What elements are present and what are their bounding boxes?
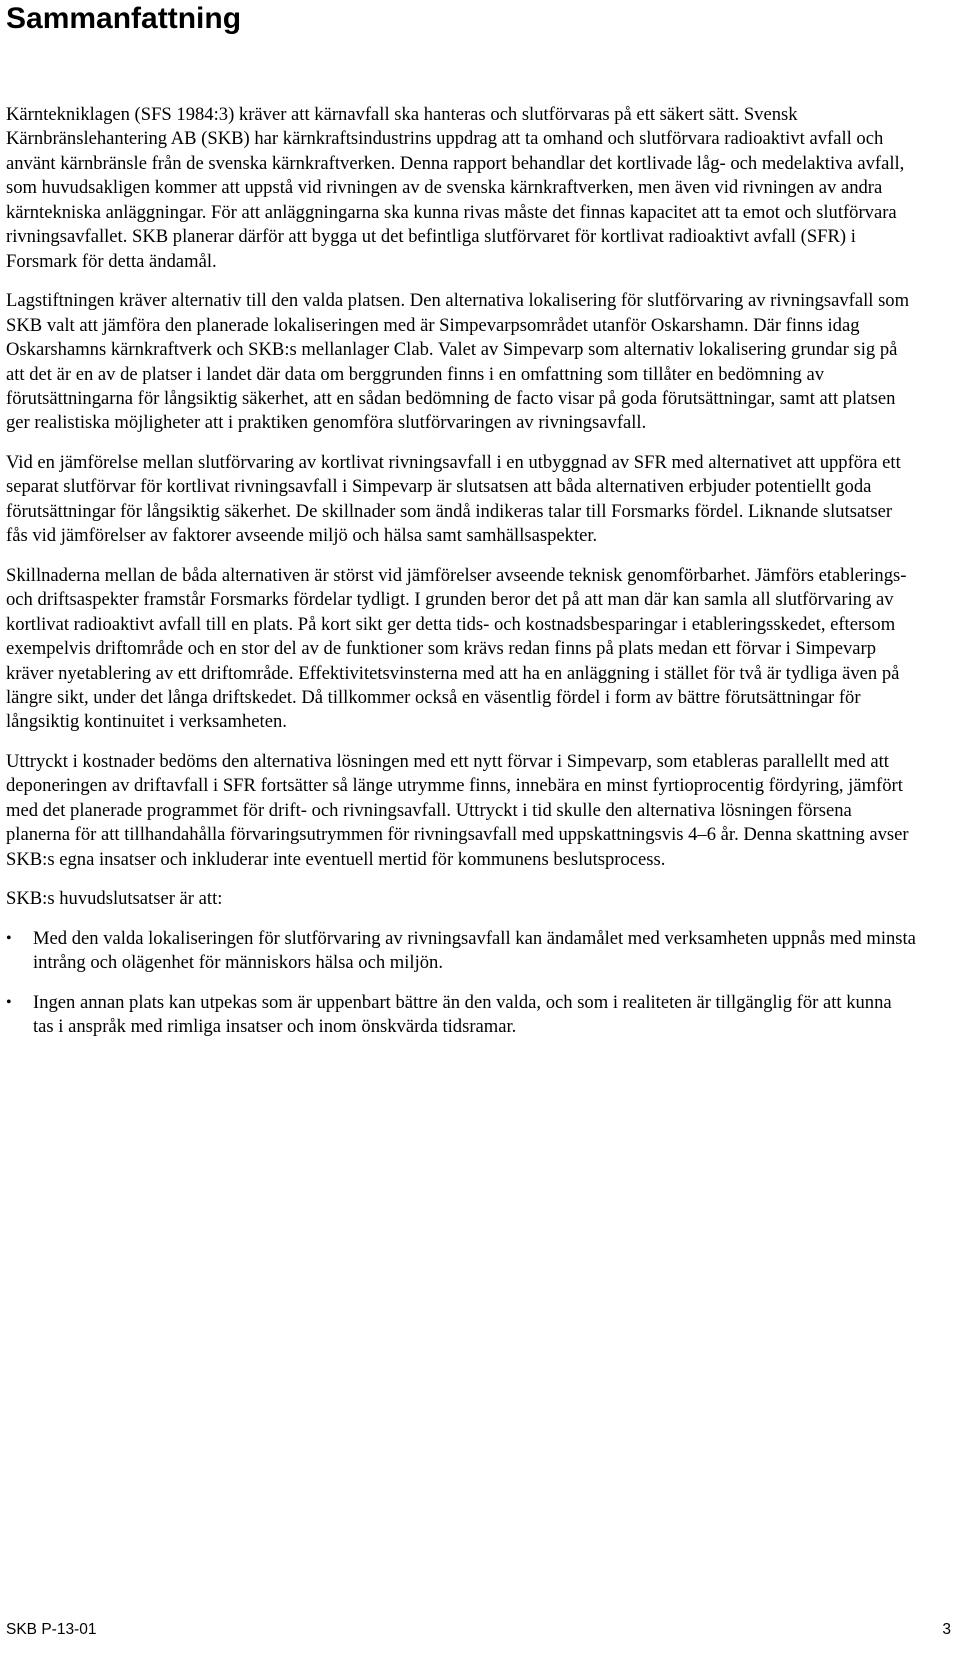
bullet-icon: • — [6, 993, 12, 1011]
list-item — [6, 927, 916, 976]
paragraph-safety-comparison: Vid en jämförelse mellan slutförvaring av kortlivat rivningsavfall i en utbyggnad av SFR med alternativet att uppföra ett separat slutförvar för kortlivat rivningsavfall i Simpevarp är slutsatsen att båda alternativen erbjuder potentiellt goda förutsättningar för långsiktig säkerhet. De skillnader som ändå indikeras talar till Forsmarks fördel. Liknande slutsatser fås vid jämförelser av faktorer avseende miljö och hälsa samt samhällsaspekter. — [6, 451, 901, 547]
bullet-icon: • — [6, 929, 12, 947]
list-item-text: Med den valda lokaliseringen för slutförvaring av rivningsavfall kan ändamålet med verksamheten uppnås med minsta intrång och olägenhet för människors hälsa och miljön. — [33, 927, 916, 974]
conclusions-list — [6, 927, 916, 1040]
paragraph-alternative-site: Lagstiftningen kräver alternativ till den valda platsen. Den alternativa lokalisering för slutförvaring av rivningsavfall som SKB valt att jämföra den planerade lokaliseringen med är Simpevarpsområdet utanför Oskarshamn. Där finns idag Oskarshamns kärnkraftverk och SKB:s mellanlager Clab. Valet av Simpevarp som alternativ lokalisering grundar sig på att det är en av de platser i landet där data om berggrunden finns i en omfattning som tillåter en bedömning av förutsättningarna för långsiktig säkerhet, att en sådan bedömning de facto visar på goda förutsättningar, samt att platsen ger realistiska möjligheter att i praktiken genomföra slutförvaringen av rivningsavfall. — [6, 290, 910, 434]
paragraph-legal-requirements: Kärntekniklagen (SFS 1984:3) kräver att kärnavfall ska hanteras och slutförvaras på ett säkert sätt. Svensk Kärnbränslehantering AB (SKB) har kärnkraftsindustrins uppdrag att ta omhand och slutförvara radioaktivt avfall och använt kärnbränsle från de svenska kärnkraftverken. Denna rapport behandlar det kortlivade låg- och medelaktiva avfall, som huvudsakligen kommer att uppstå vid rivningen av de svenska kärnkraftverken, men även vid rivningen av andra kärntekniska anläggningar. För att anläggningarna ska kunna rivas måste det finnas kapacitet att ta emot och slutförvara rivningsavfallet. SKB planerar därför att bygga ut det befintliga slutförvaret för kortlivat radioaktivt avfall (SFR) i Forsmark för detta ändamål. — [6, 104, 905, 272]
list-item-text: Ingen annan plats kan utpekas som är uppenbart bättre än den valda, och som i realiteten är tillgänglig för att kunna tas i anspråk med rimliga insatser och inom önskvärda tidsramar. — [33, 991, 892, 1037]
report-id: SKB P-13-01 — [6, 1621, 97, 1638]
page-number: 3 — [942, 1621, 951, 1638]
paragraph-cost-and-time: Uttryckt i kostnader bedöms den alternativa lösningen med ett nytt förvar i Simpevarp, som etableras parallellt med att deponeringen av driftavfall i SFR fortsätter så länge utrymme finns, innebära en minst fyrtioprocentig fördyring, jämfört med det planerade programmet för drift- och rivningsavfall. Uttryckt i tid skulle den alternativa lösningen försena planerna för att tillhandahålla förvaringsutrymmen för rivningsavfall med uppskattningsvis 4–6 år. Denna skattning avser SKB:s egna insatser och inkluderar inte eventuell mertid för kommunens beslutsprocess. — [6, 750, 909, 870]
page-title: Sammanfattning — [6, 2, 242, 35]
list-item — [6, 991, 916, 1040]
paragraph-conclusions-intro: SKB:s huvudslutsatser är att: — [6, 888, 223, 910]
summary-body — [6, 103, 916, 1054]
page-footer — [6, 1620, 951, 1640]
paragraph-technical-feasibility: Skillnaderna mellan de båda alternativen är störst vid jämförelser avseende teknisk genomförbarhet. Jämförs etablerings- och driftsaspekter framstår Forsmarks fördelar tydligt. I grunden beror det på att man där kan samla all slutförvaring av kortlivat radioaktivt avfall till en plats. På kort sikt ger detta tids- och kostnadsbesparingar i etableringsskedet, eftersom exempelvis driftområde och en stor del av de funktioner som krävs redan finns på plats medan ett förvar i Simpevarp kräver nyetablering av ett driftområde. Effektivitetsvinsterna med att ha en anläggning i stället för två är tydliga även på längre sikt, under det långa driftskedet. Då tillkommer också en väsentlig fördel i form av bättre förutsättningar för långsiktig kontinuitet i verksamheten. — [6, 564, 907, 733]
